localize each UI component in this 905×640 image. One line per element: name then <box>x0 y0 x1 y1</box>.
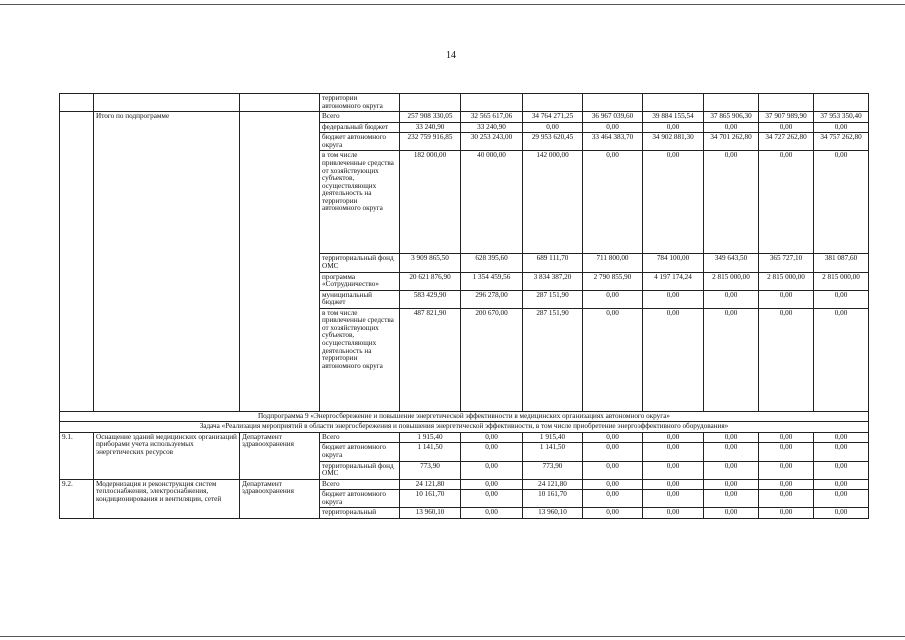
source-cell: территориальный <box>320 508 400 519</box>
value-cell: 13 960,10 <box>523 508 583 519</box>
source-cell: территориальный фонд ОМС <box>320 461 400 479</box>
value-cell: 0,00 <box>759 508 814 519</box>
value-cell: 182 000,00 <box>400 151 461 254</box>
value-cell: 0,00 <box>759 432 814 443</box>
value-cell: 257 908 330,05 <box>400 112 461 123</box>
budget-table <box>59 93 869 519</box>
value-cell: 0,00 <box>643 508 704 519</box>
value-cell: 287 151,90 <box>523 290 583 308</box>
value-cell: 34 757 262,80 <box>814 133 869 151</box>
value-cell: 1 141,50 <box>400 443 461 461</box>
value-cell: 0,00 <box>814 122 869 133</box>
value-cell: 784 100,00 <box>643 254 704 272</box>
value-cell: 33 464 383,70 <box>583 133 643 151</box>
value-cell: 2 815 000,00 <box>704 272 759 290</box>
measure-name: Оснащение зданий медицинских организаций приборами учета используемых энергетических ресурсов <box>94 432 240 479</box>
value-cell: 0,00 <box>583 122 643 133</box>
source-cell: программа «Сотрудничество» <box>320 272 400 290</box>
subprogram-title: Подпрограмма 9 «Энергосбережение и повышение энергетической эффективности в медицинских организациях автономного округа» <box>60 411 869 422</box>
value-cell: 0,00 <box>704 443 759 461</box>
value-cell: 0,00 <box>704 432 759 443</box>
value-cell: 0,00 <box>704 122 759 133</box>
value-cell: 487 821,90 <box>400 308 461 411</box>
value-cell: 34 902 881,30 <box>643 133 704 151</box>
value-cell: 200 670,00 <box>461 308 523 411</box>
cell <box>400 94 461 112</box>
value-cell: 13 960,10 <box>400 508 461 519</box>
page-number: 14 <box>446 50 456 61</box>
value-cell: 0,00 <box>523 122 583 133</box>
value-cell: 0,00 <box>643 461 704 479</box>
value-cell: 0,00 <box>704 490 759 508</box>
value-cell: 287 151,90 <box>523 308 583 411</box>
source-cell: бюджет автономного округа <box>320 490 400 508</box>
value-cell: 296 278,00 <box>461 290 523 308</box>
table-row <box>60 479 869 490</box>
value-cell: 33 240,90 <box>400 122 461 133</box>
value-cell: 30 253 243,00 <box>461 133 523 151</box>
value-cell: 0,00 <box>583 290 643 308</box>
value-cell: 0,00 <box>643 490 704 508</box>
value-cell: 0,00 <box>583 479 643 490</box>
value-cell: 0,00 <box>704 461 759 479</box>
executor-cell <box>240 112 320 412</box>
value-cell: 2 815 000,00 <box>814 272 869 290</box>
value-cell: 0,00 <box>759 461 814 479</box>
value-cell: 4 197 174,24 <box>643 272 704 290</box>
value-cell: 0,00 <box>583 461 643 479</box>
value-cell: 0,00 <box>704 290 759 308</box>
measure-executor: Департамент здравоохранения <box>240 479 320 518</box>
cell <box>94 94 240 112</box>
value-cell: 773,90 <box>400 461 461 479</box>
value-cell: 583 429,90 <box>400 290 461 308</box>
value-cell: 689 111,70 <box>523 254 583 272</box>
source-cell: бюджет автономного округа <box>320 133 400 151</box>
source-cell: территориальный фонд ОМС <box>320 254 400 272</box>
value-cell: 381 087,60 <box>814 254 869 272</box>
value-cell: 0,00 <box>814 479 869 490</box>
source-cell: территории автономного округа <box>320 94 400 112</box>
value-cell: 0,00 <box>759 479 814 490</box>
value-cell: 0,00 <box>643 432 704 443</box>
value-cell: 0,00 <box>814 443 869 461</box>
value-cell: 1 915,40 <box>400 432 461 443</box>
value-cell: 0,00 <box>759 122 814 133</box>
value-cell: 0,00 <box>643 308 704 411</box>
measure-index: 9.2. <box>60 479 94 518</box>
value-cell: 365 727,10 <box>759 254 814 272</box>
source-cell: Всего <box>320 432 400 443</box>
value-cell: 0,00 <box>461 508 523 519</box>
value-cell: 37 953 350,40 <box>814 112 869 123</box>
table-row <box>60 432 869 443</box>
value-cell: 628 395,60 <box>461 254 523 272</box>
value-cell: 0,00 <box>814 461 869 479</box>
value-cell: 0,00 <box>583 432 643 443</box>
value-cell: 3 834 387,20 <box>523 272 583 290</box>
value-cell: 0,00 <box>583 443 643 461</box>
row-index-cell <box>60 112 94 412</box>
value-cell: 40 000,00 <box>461 151 523 254</box>
value-cell: 0,00 <box>759 290 814 308</box>
value-cell: 0,00 <box>759 308 814 411</box>
value-cell: 10 161,70 <box>400 490 461 508</box>
source-cell: в том числе привлеченные средства от хозяйствующих субъектов, осуществляющих деятельность на территории автономного округа <box>320 151 400 254</box>
value-cell: 0,00 <box>583 490 643 508</box>
cell <box>643 94 704 112</box>
value-cell: 37 865 906,30 <box>704 112 759 123</box>
value-cell: 34 764 271,25 <box>523 112 583 123</box>
value-cell: 20 621 876,90 <box>400 272 461 290</box>
cell <box>814 94 869 112</box>
scan-edge-bottom <box>0 636 905 637</box>
value-cell: 1 354 459,56 <box>461 272 523 290</box>
cell <box>523 94 583 112</box>
value-cell: 10 161,70 <box>523 490 583 508</box>
value-cell: 2 790 855,90 <box>583 272 643 290</box>
value-cell: 0,00 <box>814 308 869 411</box>
value-cell: 349 643,50 <box>704 254 759 272</box>
value-cell: 33 240,90 <box>461 122 523 133</box>
value-cell: 32 565 617,06 <box>461 112 523 123</box>
value-cell: 29 953 620,45 <box>523 133 583 151</box>
cell <box>759 94 814 112</box>
value-cell: 0,00 <box>643 479 704 490</box>
value-cell: 34 727 262,80 <box>759 133 814 151</box>
table-row <box>60 112 869 123</box>
value-cell: 39 884 155,54 <box>643 112 704 123</box>
value-cell: 0,00 <box>814 508 869 519</box>
value-cell: 0,00 <box>583 308 643 411</box>
cell <box>583 94 643 112</box>
value-cell: 0,00 <box>759 443 814 461</box>
value-cell: 0,00 <box>643 122 704 133</box>
value-cell: 1 915,40 <box>523 432 583 443</box>
value-cell: 711 800,00 <box>583 254 643 272</box>
value-cell: 37 907 989,90 <box>759 112 814 123</box>
scan-edge-top <box>0 4 905 5</box>
source-cell: муниципальный бюджет <box>320 290 400 308</box>
value-cell: 0,00 <box>461 432 523 443</box>
value-cell: 0,00 <box>643 443 704 461</box>
cell <box>60 94 94 112</box>
value-cell: 0,00 <box>643 290 704 308</box>
total-label: Итого по подпрограмме <box>94 112 240 412</box>
value-cell: 24 121,80 <box>523 479 583 490</box>
value-cell: 0,00 <box>461 479 523 490</box>
value-cell: 0,00 <box>643 151 704 254</box>
value-cell: 232 759 916,85 <box>400 133 461 151</box>
value-cell: 0,00 <box>704 151 759 254</box>
table-row <box>60 411 869 422</box>
table-row <box>60 422 869 433</box>
value-cell: 34 701 262,80 <box>704 133 759 151</box>
value-cell: 0,00 <box>704 508 759 519</box>
value-cell: 2 815 000,00 <box>759 272 814 290</box>
value-cell: 0,00 <box>583 151 643 254</box>
value-cell: 142 000,00 <box>523 151 583 254</box>
value-cell: 0,00 <box>759 151 814 254</box>
table-body <box>60 94 869 519</box>
value-cell: 3 909 865,50 <box>400 254 461 272</box>
value-cell: 24 121,80 <box>400 479 461 490</box>
value-cell: 36 967 039,60 <box>583 112 643 123</box>
measure-index: 9.1. <box>60 432 94 479</box>
value-cell: 0,00 <box>461 490 523 508</box>
table-row <box>60 94 869 112</box>
value-cell: 0,00 <box>814 490 869 508</box>
value-cell: 0,00 <box>461 461 523 479</box>
source-cell: Всего <box>320 112 400 123</box>
value-cell: 0,00 <box>461 443 523 461</box>
cell <box>240 94 320 112</box>
source-cell: Всего <box>320 479 400 490</box>
value-cell: 0,00 <box>704 308 759 411</box>
source-cell: в том числе привлеченные средства от хозяйствующих субъектов, осуществляющих деятельность на территории автономного округа <box>320 308 400 411</box>
task-title: Задача «Реализация мероприятий в области энергосбережения и повышения энергетической эффективности, в том числе приобретение энергоэффективного оборудования» <box>60 422 869 433</box>
value-cell: 0,00 <box>814 432 869 443</box>
value-cell: 0,00 <box>704 479 759 490</box>
source-cell: бюджет автономного округа <box>320 443 400 461</box>
value-cell: 773,90 <box>523 461 583 479</box>
value-cell: 1 141,50 <box>523 443 583 461</box>
cell <box>704 94 759 112</box>
value-cell: 0,00 <box>814 290 869 308</box>
cell <box>461 94 523 112</box>
value-cell: 0,00 <box>759 490 814 508</box>
measure-name: Модернизация и реконструкция систем теплоснабжения, электроснабжения, кондиционирования и вентиляции, сетей <box>94 479 240 518</box>
measure-executor: Департамент здравоохранения <box>240 432 320 479</box>
value-cell: 0,00 <box>814 151 869 254</box>
source-cell: федеральный бюджет <box>320 122 400 133</box>
value-cell: 0,00 <box>583 508 643 519</box>
